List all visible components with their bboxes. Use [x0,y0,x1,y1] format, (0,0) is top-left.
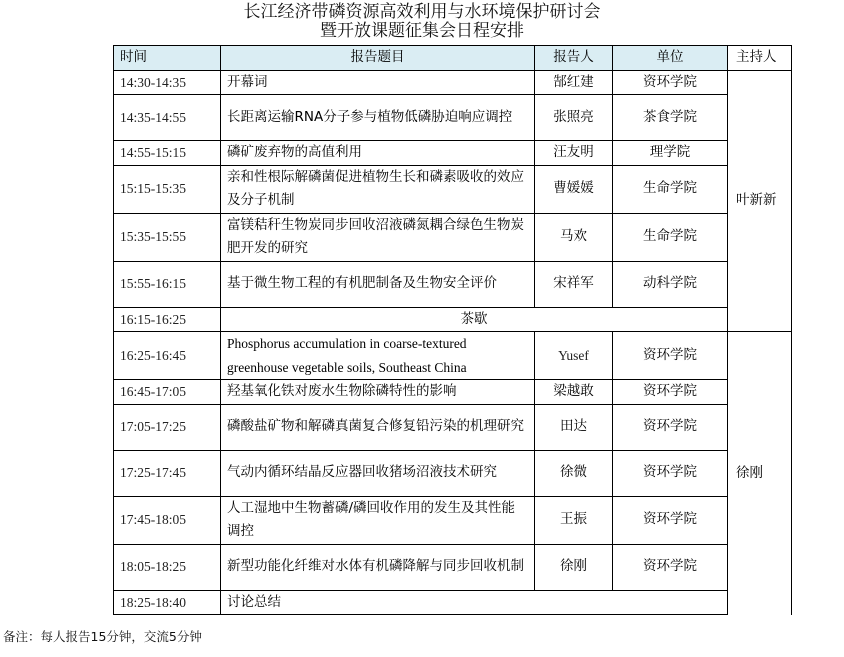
time-cell: 15:55-16:15 [114,261,221,307]
unit-cell: 资环学院 [613,496,728,544]
closing-cell: 讨论总结 [221,590,728,615]
table-row [114,261,792,307]
time-cell: 16:25-16:45 [114,332,221,380]
topic-cell: 磷矿废弃物的高值利用 [221,141,535,166]
unit-cell: 资环学院 [613,544,728,590]
topic-cell: 开幕词 [221,70,535,95]
topic-cell: 富镁秸秆生物炭同步回收沼液磷氮耦合绿色生物炭肥开发的研究 [221,213,535,261]
table-row [114,404,792,450]
header-host: 主持人 [728,46,792,71]
speaker-cell: 郜红建 [535,70,613,95]
header-speaker: 报告人 [535,46,613,71]
unit-cell: 动科学院 [613,261,728,307]
unit-cell: 资环学院 [613,404,728,450]
table-row [114,213,792,261]
table-row [114,380,792,405]
unit-cell: 资环学院 [613,332,728,380]
unit-cell: 理学院 [613,141,728,166]
table-header-row [114,46,792,71]
speaker-cell: 宋祥军 [535,261,613,307]
table-row-break [114,307,792,332]
schedule-table [113,45,792,615]
time-cell: 18:25-18:40 [114,590,221,615]
topic-cell: 亲和性根际解磷菌促进植物生长和磷素吸收的效应及分子机制 [221,165,535,213]
tea-break-cell: 茶歇 [221,307,728,332]
topic-cell: 羟基氧化铁对废水生物除磷特性的影响 [221,380,535,405]
speaker-cell: 曹媛媛 [535,165,613,213]
unit-cell: 生命学院 [613,165,728,213]
time-cell: 18:05-18:25 [114,544,221,590]
speaker-cell: 田达 [535,404,613,450]
topic-cell: 人工湿地中生物蓄磷/磷回收作用的发生及其性能调控 [221,496,535,544]
unit-cell: 生命学院 [613,213,728,261]
time-cell: 15:15-15:35 [114,165,221,213]
unit-cell: 资环学院 [613,70,728,95]
table-row [114,332,792,380]
table-row [114,95,792,141]
table-row [114,141,792,166]
time-cell: 16:45-17:05 [114,380,221,405]
page-subtitle: 暨开放课题征集会日程安排 [320,21,524,41]
page-title: 长江经济带磷资源高效利用与水环境保护研讨会 [243,2,601,22]
host-cell-session-2: 徐刚 [728,332,792,615]
time-cell: 16:15-16:25 [114,307,221,332]
speaker-cell: 王振 [535,496,613,544]
topic-cell: Phosphorus accumulation in coarse-textured greenhouse vegetable soils, Southeast China [221,332,535,380]
table-row [114,165,792,213]
time-cell: 17:25-17:45 [114,450,221,496]
unit-cell: 茶食学院 [613,95,728,141]
footnote: 备注：每人报告15分钟，交流5分钟 [3,629,202,644]
table-row [114,496,792,544]
time-cell: 17:45-18:05 [114,496,221,544]
speaker-cell: 汪友明 [535,141,613,166]
host-cell-session-1: 叶新新 [728,70,792,332]
speaker-cell: 徐刚 [535,544,613,590]
speaker-cell: 张照亮 [535,95,613,141]
time-cell: 14:30-14:35 [114,70,221,95]
unit-cell: 资环学院 [613,380,728,405]
speaker-cell: 徐微 [535,450,613,496]
unit-cell: 资环学院 [613,450,728,496]
topic-cell: 基于微生物工程的有机肥制备及生物安全评价 [221,261,535,307]
header-topic: 报告题目 [221,46,535,71]
table-row [114,450,792,496]
topic-cell: 新型功能化纤维对水体有机磷降解与同步回收机制 [221,544,535,590]
speaker-cell: 马欢 [535,213,613,261]
header-time: 时间 [114,46,221,71]
header-unit: 单位 [613,46,728,71]
time-cell: 14:55-15:15 [114,141,221,166]
table-row [114,70,792,95]
topic-cell: 气动内循环结晶反应器回收猪场沼液技术研究 [221,450,535,496]
time-cell: 14:35-14:55 [114,95,221,141]
speaker-cell: Yusef [535,332,613,380]
table-row [114,544,792,590]
speaker-cell: 梁越敢 [535,380,613,405]
topic-cell: 磷酸盐矿物和解磷真菌复合修复铅污染的机理研究 [221,404,535,450]
time-cell: 17:05-17:25 [114,404,221,450]
time-cell: 15:35-15:55 [114,213,221,261]
table-row [114,590,792,615]
topic-cell: 长距离运输RNA分子参与植物低磷胁迫响应调控 [221,95,535,141]
